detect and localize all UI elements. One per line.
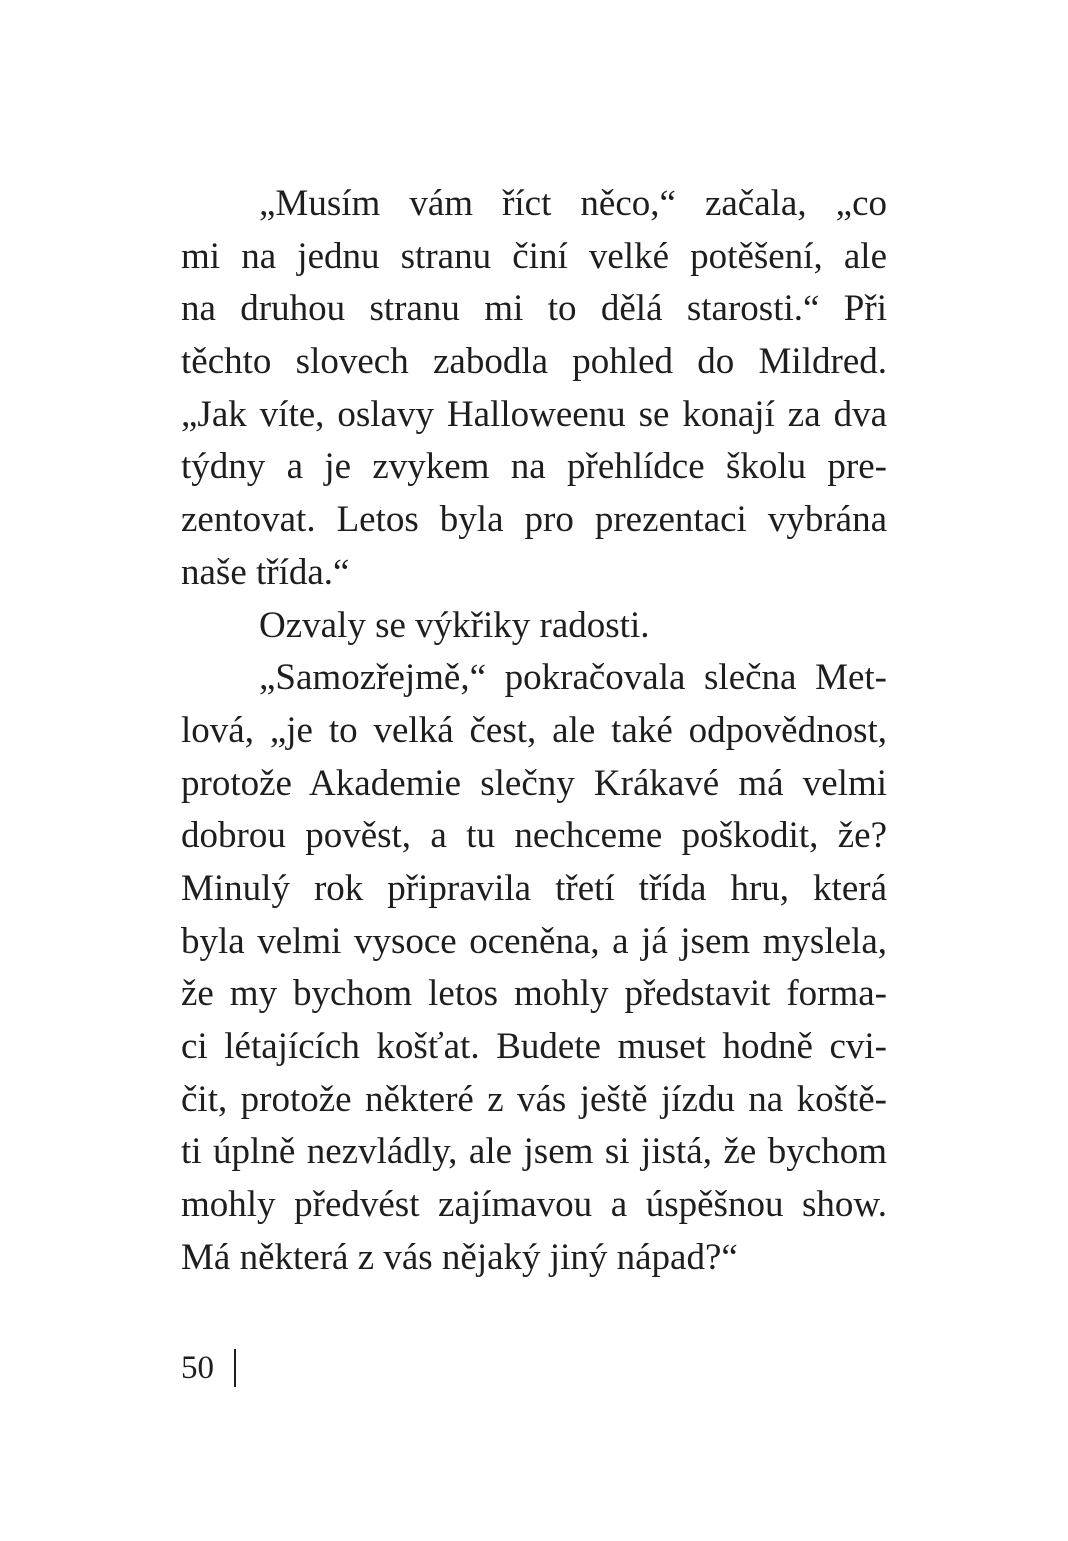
text-line: mohly předvést zajímavou a úspěšnou show. <box>181 1184 887 1226</box>
text-line: protože Akademie slečny Krákavé má velmi <box>181 762 887 804</box>
text-line: byla velmi vysoce oceněna, a já jsem myslela, <box>181 920 887 962</box>
page-footer <box>181 1344 236 1392</box>
text-line: „Musím vám říct něco,“ začala, „co <box>259 183 887 224</box>
text-line: lová, „je to velká čest, ale také odpovědnost, <box>181 709 887 751</box>
text-line: těchto slovech zabodla pohled do Mildred. <box>181 341 887 383</box>
text-line: mi na jednu stranu činí velké potěšení, ale <box>181 235 887 277</box>
text-line: ci létajících košťat. Budete muset hodně cvi- <box>181 1026 887 1067</box>
text-line: týdny a je zvykem na přehlídce školu pre- <box>181 446 887 488</box>
text-line: Má některá z vás nějaký jiný nápad?“ <box>181 1236 738 1278</box>
page-number: 50 <box>181 1350 214 1386</box>
text-line: „Samozřejmě,“ pokračovala slečna Met- <box>259 657 887 699</box>
text-line: ti úplně nezvládly, ale jsem si jistá, že bychom <box>181 1131 887 1173</box>
text-line: čit, protože některé z vás ještě jízdu na koště- <box>181 1078 887 1120</box>
text-line: „Jak víte, oslavy Halloweenu se konají za dva <box>181 393 887 435</box>
text-line: Minulý rok připravila třetí třída hru, která <box>181 867 887 909</box>
text-line: naše třída.“ <box>181 551 350 593</box>
body-text <box>181 178 887 1284</box>
text-line: na druhou stranu mi to dělá starosti.“ Při <box>181 288 887 330</box>
text-line: že my bychom letos mohly představit forma- <box>181 973 887 1015</box>
text-line: Ozvaly se výkřiky radosti. <box>259 604 650 646</box>
text-line: dobrou pověst, a tu nechceme poškodit, že? <box>181 815 887 857</box>
text-line: zentovat. Letos byla pro prezentaci vybrána <box>181 499 887 541</box>
page-number-divider <box>234 1349 236 1387</box>
